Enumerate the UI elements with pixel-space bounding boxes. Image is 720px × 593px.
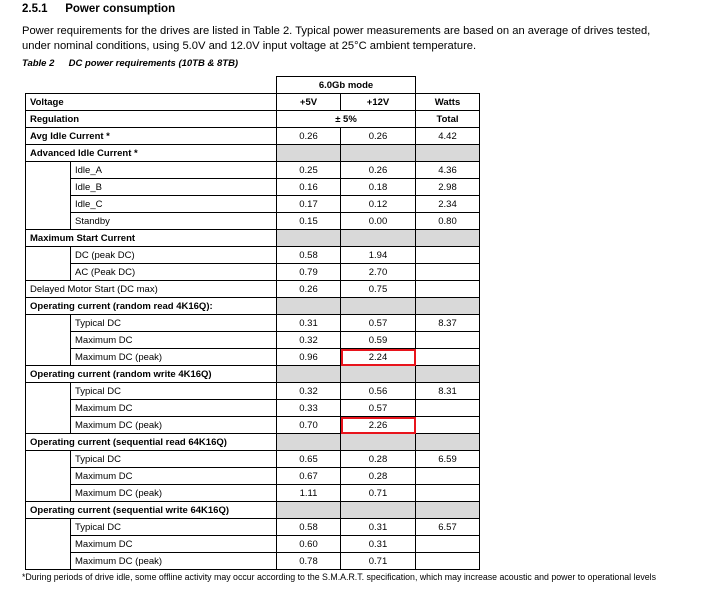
group-header-row [26, 434, 480, 451]
watts-value [416, 553, 480, 570]
row-label: Maximum DC (peak) [71, 349, 277, 366]
row-label: Avg Idle Current * [26, 128, 277, 145]
v5-value: 0.25 [277, 162, 341, 179]
v12-value: 0.31 [341, 519, 416, 536]
v5-value: 0.15 [277, 213, 341, 230]
watts-total: Total [416, 111, 480, 128]
group-header-row [26, 502, 480, 519]
v12-value: 0.57 [341, 400, 416, 417]
row-label: AC (Peak DC) [71, 264, 277, 281]
section-title: Power consumption [65, 3, 176, 15]
v12-header: +12V [341, 94, 416, 111]
v5-value: 0.65 [277, 451, 341, 468]
row-label: Maximum DC (peak) [71, 553, 277, 570]
voltage-label: Voltage [26, 94, 277, 111]
v12-value: 0.18 [341, 179, 416, 196]
row-label: Typical DC [71, 315, 277, 332]
watts-value: 6.57 [416, 519, 480, 536]
row-label: Standby [71, 213, 277, 230]
watts-value: 0.80 [416, 213, 480, 230]
group-header-row [26, 366, 480, 383]
table-row [26, 451, 480, 468]
table-row [26, 179, 480, 196]
v5-header: +5V [277, 94, 341, 111]
v5-value: 0.67 [277, 468, 341, 485]
table-row [26, 468, 480, 485]
v5-value: 0.31 [277, 315, 341, 332]
group-header-row [26, 230, 480, 247]
table-row [26, 349, 480, 366]
watts-header: Watts [416, 94, 480, 111]
v12-value: 0.00 [341, 213, 416, 230]
row-label: Typical DC [71, 519, 277, 536]
table-row [26, 162, 480, 179]
v12-value: 0.71 [341, 485, 416, 502]
table-row [26, 400, 480, 417]
v12-value: 0.28 [341, 451, 416, 468]
table-row [26, 281, 480, 298]
table-row [26, 536, 480, 553]
v5-value: 0.26 [277, 281, 341, 298]
intro-paragraph: Power requirements for the drives are listed in Table 2. Typical power measurements are based on an average of drives tested, under nominal conditions, using 5.0V and 12.0V input voltage at 25°C ambient temperature. [22, 25, 651, 52]
watts-value [416, 417, 480, 434]
watts-value [416, 400, 480, 417]
table-row [26, 332, 480, 349]
group-label: Operating current (sequential read 64K16Q) [26, 434, 277, 451]
v12-value: 1.94 [341, 247, 416, 264]
watts-value [416, 332, 480, 349]
v12-value: 0.57 [341, 315, 416, 332]
v5-value: 0.78 [277, 553, 341, 570]
v5-value: 0.26 [277, 128, 341, 145]
v5-value: 0.96 [277, 349, 341, 366]
group-label: Operating current (sequential write 64K16Q) [26, 502, 277, 519]
row-label: Maximum DC [71, 536, 277, 553]
table-title: DC power requirements (10TB & 8TB) [68, 58, 239, 69]
table-row [26, 383, 480, 400]
row-label: Maximum DC [71, 468, 277, 485]
table-row [26, 264, 480, 281]
v12-value-highlighted: 2.26 [341, 417, 416, 434]
v12-value: 0.28 [341, 468, 416, 485]
row-label: Idle_B [71, 179, 277, 196]
table-row [26, 519, 480, 536]
v5-value: 0.58 [277, 247, 341, 264]
watts-value: 8.31 [416, 383, 480, 400]
v5-value: 0.32 [277, 332, 341, 349]
row-label: Delayed Motor Start (DC max) [26, 281, 277, 298]
watts-value: 6.59 [416, 451, 480, 468]
v12-value: 0.12 [341, 196, 416, 213]
v5-value: 0.60 [277, 536, 341, 553]
watts-value [416, 281, 480, 298]
footnote: *During periods of drive idle, some offline activity may occur according to the S.M.A.R.T. specification, which may increase acoustic and power to operational levels [22, 572, 657, 582]
watts-value: 2.98 [416, 179, 480, 196]
group-label: Maximum Start Current [26, 230, 277, 247]
watts-value [416, 349, 480, 366]
watts-value [416, 485, 480, 502]
group-label: Advanced Idle Current * [26, 145, 277, 162]
row-label: DC (peak DC) [71, 247, 277, 264]
watts-value [416, 264, 480, 281]
row-label: Maximum DC (peak) [71, 485, 277, 502]
v5-value: 0.17 [277, 196, 341, 213]
group-label: Operating current (random read 4K16Q): [26, 298, 277, 315]
table-row [26, 213, 480, 230]
regulation-label: Regulation [26, 111, 277, 128]
regulation-value: ± 5% [277, 111, 416, 128]
table-row [26, 196, 480, 213]
watts-value [416, 247, 480, 264]
avg-idle-row [26, 128, 480, 145]
v5-value: 0.70 [277, 417, 341, 434]
mode-header: 6.0Gb mode [277, 77, 416, 94]
row-label: Idle_A [71, 162, 277, 179]
watts-value: 2.34 [416, 196, 480, 213]
voltage-row [26, 94, 480, 111]
v12-value: 0.31 [341, 536, 416, 553]
v12-value: 0.59 [341, 332, 416, 349]
row-label: Idle_C [71, 196, 277, 213]
v5-value: 0.16 [277, 179, 341, 196]
table-row [26, 247, 480, 264]
v5-value: 0.33 [277, 400, 341, 417]
row-label: Typical DC [71, 383, 277, 400]
v12-value-highlighted: 2.24 [341, 349, 416, 366]
watts-value: 4.36 [416, 162, 480, 179]
table-row [26, 315, 480, 332]
v12-value: 0.26 [341, 128, 416, 145]
v12-value: 0.26 [341, 162, 416, 179]
watts-value: 4.42 [416, 128, 480, 145]
v12-value: 2.70 [341, 264, 416, 281]
table-row [26, 553, 480, 570]
row-label: Maximum DC [71, 400, 277, 417]
v12-value: 0.75 [341, 281, 416, 298]
v5-value: 0.58 [277, 519, 341, 536]
row-label: Maximum DC (peak) [71, 417, 277, 434]
section-number: 2.5.1 [22, 3, 48, 15]
group-header-row [26, 298, 480, 315]
power-table [25, 76, 480, 570]
watts-value [416, 536, 480, 553]
table-row [26, 485, 480, 502]
row-label: Typical DC [71, 451, 277, 468]
v5-value: 0.79 [277, 264, 341, 281]
v5-value: 0.32 [277, 383, 341, 400]
watts-value: 8.37 [416, 315, 480, 332]
v12-value: 0.71 [341, 553, 416, 570]
group-label: Operating current (random write 4K16Q) [26, 366, 277, 383]
v5-value: 1.11 [277, 485, 341, 502]
v12-value: 0.56 [341, 383, 416, 400]
table-caption [22, 58, 238, 69]
watts-value [416, 468, 480, 485]
table-row [26, 417, 480, 434]
regulation-row [26, 111, 480, 128]
row-label: Maximum DC [71, 332, 277, 349]
mode-header-row [26, 77, 480, 94]
table-id: Table 2 [22, 58, 55, 69]
group-header-row [26, 145, 480, 162]
section-heading [22, 3, 175, 15]
